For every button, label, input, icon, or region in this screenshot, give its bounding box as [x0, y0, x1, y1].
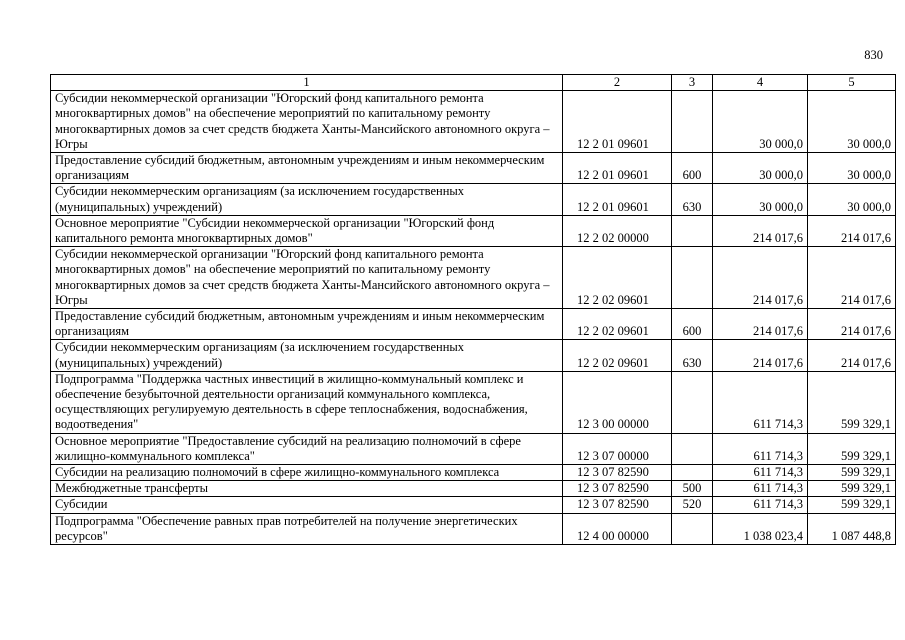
row-name: Основное мероприятие "Предоставление субсидий на реализацию полномочий в сфере жилищно-коммунального комплекса": [51, 433, 563, 464]
row-amount-year-2: 599 329,1: [808, 481, 896, 497]
row-name: Подпрограмма "Поддержка частных инвестиций в жилищно-коммунальный комплекс и обеспечение безубыточной деятельности организаций коммунального комплекса, осуществляющих регулируемую деятельность в сфере теплоснабжения, водоснабжения, водоотведения": [51, 371, 563, 433]
table-row: [51, 309, 896, 340]
table-row: [51, 481, 896, 497]
row-name: Субсидии: [51, 497, 563, 513]
row-name: Субсидии некоммерческой организации "Югорский фонд капитального ремонта многоквартирных домов" на обеспечение мероприятий по капитальному ремонту многоквартирных домов за счет средств бюджета Ханты-Мансийского автономного округа – Югры: [51, 247, 563, 309]
row-expense-type: 600: [672, 309, 713, 340]
row-name: Основное мероприятие "Субсидии некоммерческой организации "Югорский фонд капитального ремонта многоквартирных домов": [51, 215, 563, 246]
row-amount-year-1: 1 038 023,4: [713, 513, 808, 544]
header-col-3: 3: [672, 75, 713, 91]
row-code: 12 4 00 00000: [563, 513, 672, 544]
row-amount-year-2: 30 000,0: [808, 153, 896, 184]
row-expense-type: [672, 215, 713, 246]
table-row: [51, 513, 896, 544]
row-expense-type: [672, 371, 713, 433]
row-expense-type: [672, 465, 713, 481]
row-code: 12 2 02 00000: [563, 215, 672, 246]
row-amount-year-1: 611 714,3: [713, 481, 808, 497]
table-row: [51, 497, 896, 513]
table-row: [51, 91, 896, 153]
table-header-row: [51, 75, 896, 91]
row-amount-year-1: 214 017,6: [713, 309, 808, 340]
row-amount-year-2: 1 087 448,8: [808, 513, 896, 544]
header-col-2: 2: [563, 75, 672, 91]
row-code: 12 2 01 09601: [563, 184, 672, 215]
row-code: 12 3 07 82590: [563, 481, 672, 497]
table-row: [51, 153, 896, 184]
row-expense-type: [672, 433, 713, 464]
row-name: Субсидии некоммерческим организациям (за исключением государственных (муниципальных) учреждений): [51, 340, 563, 371]
row-amount-year-1: 611 714,3: [713, 371, 808, 433]
row-name: Субсидии некоммерческой организации "Югорский фонд капитального ремонта многоквартирных домов" на обеспечение мероприятий по капитальному ремонту многоквартирных домов за счет средств бюджета Ханты-Мансийского автономного округа – Югры: [51, 91, 563, 153]
table-row: [51, 340, 896, 371]
row-expense-type: [672, 247, 713, 309]
row-code: 12 3 07 00000: [563, 433, 672, 464]
row-name: Предоставление субсидий бюджетным, автономным учреждениям и иным некоммерческим организациям: [51, 153, 563, 184]
row-expense-type: 630: [672, 184, 713, 215]
row-code: 12 3 07 82590: [563, 465, 672, 481]
row-amount-year-1: 611 714,3: [713, 433, 808, 464]
table-row: [51, 184, 896, 215]
page-number: 830: [864, 48, 883, 62]
row-amount-year-2: 599 329,1: [808, 433, 896, 464]
row-expense-type: 600: [672, 153, 713, 184]
row-amount-year-2: 214 017,6: [808, 215, 896, 246]
row-name: Субсидии некоммерческим организациям (за исключением государственных (муниципальных) учреждений): [51, 184, 563, 215]
row-amount-year-1: 214 017,6: [713, 247, 808, 309]
row-amount-year-2: 599 329,1: [808, 497, 896, 513]
row-amount-year-1: 30 000,0: [713, 153, 808, 184]
row-amount-year-2: 30 000,0: [808, 91, 896, 153]
row-amount-year-1: 214 017,6: [713, 215, 808, 246]
header-col-1: 1: [51, 75, 563, 91]
row-expense-type: [672, 513, 713, 544]
row-amount-year-2: 214 017,6: [808, 247, 896, 309]
row-expense-type: 500: [672, 481, 713, 497]
row-amount-year-1: 214 017,6: [713, 340, 808, 371]
row-amount-year-2: 214 017,6: [808, 309, 896, 340]
row-code: 12 2 02 09601: [563, 247, 672, 309]
row-code: 12 3 00 00000: [563, 371, 672, 433]
row-name: Субсидии на реализацию полномочий в сфере жилищно-коммунального комплекса: [51, 465, 563, 481]
header-col-5: 5: [808, 75, 896, 91]
row-name: Предоставление субсидий бюджетным, автономным учреждениям и иным некоммерческим организациям: [51, 309, 563, 340]
row-expense-type: 520: [672, 497, 713, 513]
row-amount-year-1: 611 714,3: [713, 497, 808, 513]
table-row: [51, 247, 896, 309]
row-code: 12 3 07 82590: [563, 497, 672, 513]
row-amount-year-1: 30 000,0: [713, 184, 808, 215]
row-amount-year-1: 611 714,3: [713, 465, 808, 481]
row-name: Подпрограмма "Обеспечение равных прав потребителей на получение энергетических ресурсов": [51, 513, 563, 544]
row-code: 12 2 01 09601: [563, 91, 672, 153]
table-row: [51, 215, 896, 246]
row-code: 12 2 02 09601: [563, 309, 672, 340]
table-row: [51, 465, 896, 481]
row-amount-year-2: 599 329,1: [808, 371, 896, 433]
row-code: 12 2 02 09601: [563, 340, 672, 371]
row-amount-year-2: 214 017,6: [808, 340, 896, 371]
row-amount-year-2: 599 329,1: [808, 465, 896, 481]
table-row: [51, 371, 896, 433]
row-expense-type: 630: [672, 340, 713, 371]
row-expense-type: [672, 91, 713, 153]
row-code: 12 2 01 09601: [563, 153, 672, 184]
header-col-4: 4: [713, 75, 808, 91]
budget-table: [50, 74, 896, 545]
table-row: [51, 433, 896, 464]
row-amount-year-1: 30 000,0: [713, 91, 808, 153]
row-amount-year-2: 30 000,0: [808, 184, 896, 215]
row-name: Межбюджетные трансферты: [51, 481, 563, 497]
